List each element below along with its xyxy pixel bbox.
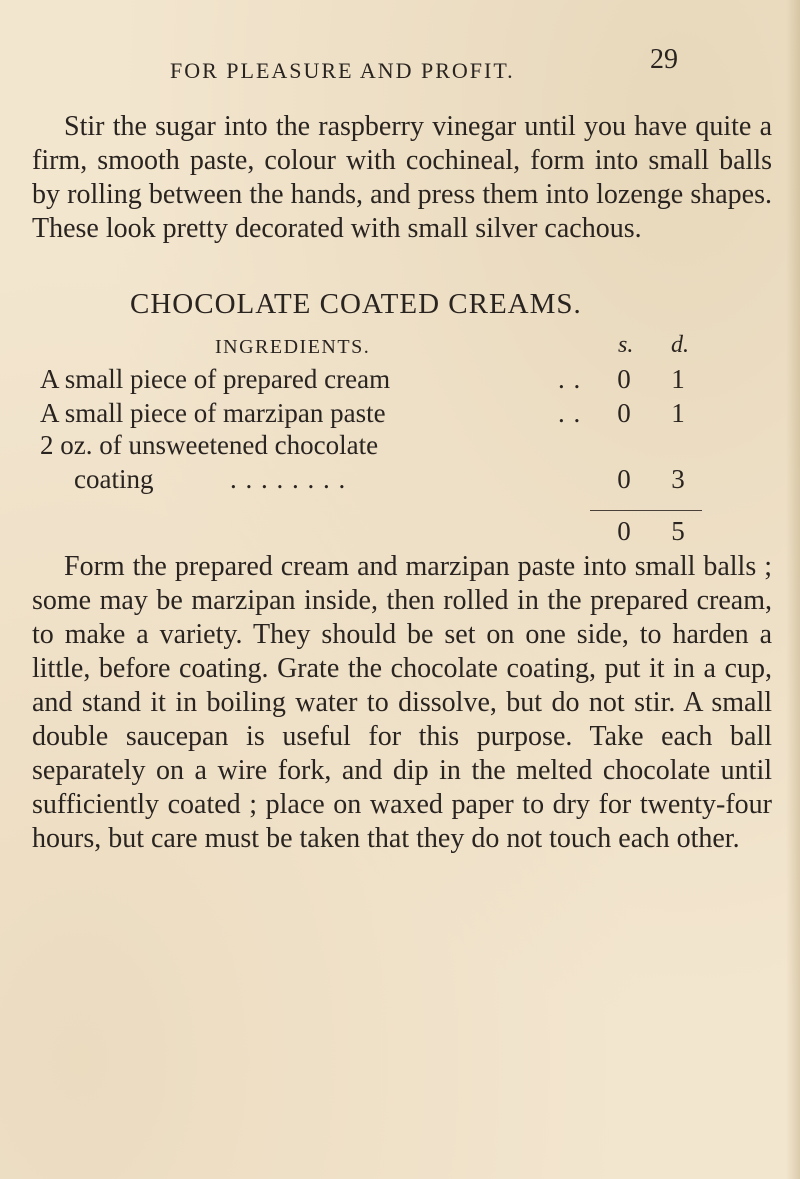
ingredient-shillings: 0 <box>617 398 631 428</box>
total-pence: 5 <box>671 516 685 546</box>
leader-dots: . . <box>558 398 582 428</box>
total-rule <box>590 510 702 511</box>
page-number: 29 <box>650 44 678 75</box>
running-head: FOR PLEASURE AND PROFIT. <box>170 58 515 83</box>
ingredient-pence: 1 <box>671 364 685 394</box>
total-row <box>40 516 780 550</box>
ingredient-row <box>40 398 780 432</box>
page-edge-shadow <box>786 0 800 1179</box>
shillings-column-head: s. <box>618 332 634 358</box>
ingredient-pence: 1 <box>671 398 685 428</box>
paragraph-raspberry-lozenges: Stir the sugar into the raspberry vinegar until you have quite a firm, smooth paste, colour with cochineal, form into small balls by rolling between the hands, and press them into lozenge shapes. These look pretty decorated with small silver cachous. <box>32 111 772 244</box>
leader-dots: . . . . . . . . <box>230 464 347 494</box>
ingredient-pence: 3 <box>671 464 685 494</box>
ingredient-shillings: 0 <box>617 364 631 394</box>
ingredient-description: A small piece of marzipan paste <box>40 398 386 428</box>
recipe-title: CHOCOLATE COATED CREAMS. <box>130 288 582 320</box>
paragraph-method: Form the prepared cream and marzipan paste into small balls ; some may be marzipan inside, then rolled in the prepared cream, to make a variety. They should be set on one side, to harden a little, before coating. Grate the chocolate coating, put it in a cup, and stand it in boiling water to dissolve, but do not stir. A small double saucepan is useful for this purpose. Take each ball separately on a wire fork, and dip in the melted chocolate until sufficiently coated ; place on waxed paper to dry for twenty-four hours, but care must be taken that they do not touch each other. <box>32 551 772 854</box>
ingredient-shillings: 0 <box>617 464 631 494</box>
ingredient-row <box>40 430 780 464</box>
ingredient-row <box>40 364 780 398</box>
ingredient-description: 2 oz. of unsweetened chocolate <box>40 430 379 460</box>
ingredient-description-continued: coating <box>74 464 154 494</box>
pence-column-head: d. <box>671 332 689 358</box>
ingredient-description: A small piece of prepared cream <box>40 364 391 394</box>
ingredients-heading: INGREDIENTS. <box>215 336 371 358</box>
ingredient-row-continuation <box>40 464 780 498</box>
leader-dots: . . <box>558 364 582 394</box>
total-shillings: 0 <box>617 516 631 546</box>
